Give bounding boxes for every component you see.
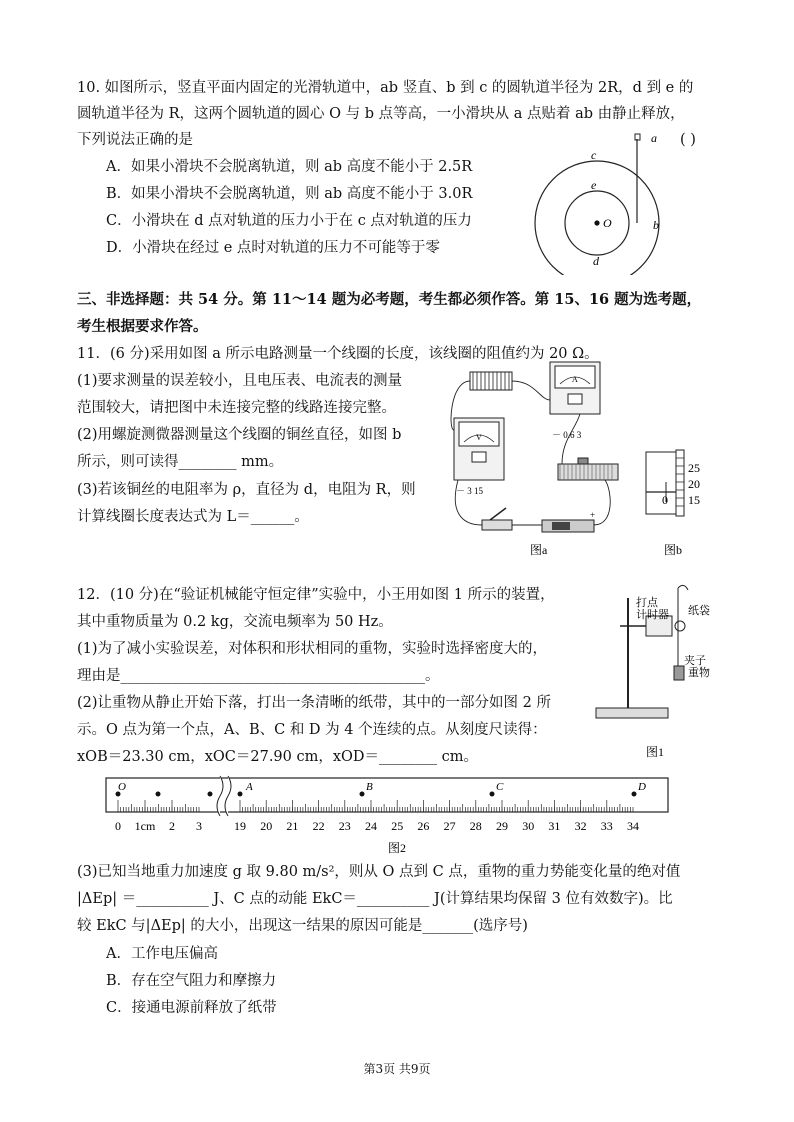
label-timer-bottom: 计时器 <box>636 609 669 621</box>
q10-track-diagram <box>525 125 675 275</box>
q11-part2-line1: (2)用螺旋测微器测量这个线圈的铜丝直径，如图 b <box>77 427 402 443</box>
q12-option-a: A．工作电压偏高 <box>106 946 218 962</box>
svg-text:+: + <box>590 510 596 520</box>
ruler-label: 28 <box>469 819 482 833</box>
q11-part1-line2: 范围较大，请把图中未连接完整的线路连接完整。 <box>77 400 396 416</box>
ruler-label: 34 <box>627 819 639 833</box>
page-footer: 第3页 共9页 <box>363 1062 431 1076</box>
q12-part3-line2: |ΔEp| ＝__________ J、C 点的动能 EkC＝__________ J(计算结果均保留 3 位有效数字)。比 <box>77 891 673 907</box>
q12-option-c: C．接通电源前释放了纸带 <box>106 1000 277 1016</box>
label-paper-tape: 纸袋 <box>688 605 710 617</box>
point-b <box>360 792 365 797</box>
ruler-label: 29 <box>496 819 508 833</box>
label-timer-top: 打点 <box>636 597 658 609</box>
dot-1 <box>156 792 161 797</box>
ruler-label: 27 <box>443 819 456 833</box>
q12-part3-line1: (3)已知当地重力加速度 g 取 9.80 m/s²，则从 O 点到 C 点，重物的重力势能变化量的绝对值 <box>77 864 681 880</box>
q10-option-b: B．如果小滑块不会脱离轨道，则 ab 高度不能小于 3.0R <box>106 186 473 202</box>
micrometer-tick-15: 15 <box>688 493 700 507</box>
ruler-label: 32 <box>574 819 587 833</box>
label-e: e <box>591 178 597 192</box>
svg-text:V: V <box>476 433 482 442</box>
ruler-label: 3 <box>196 819 202 833</box>
ruler-label: 31 <box>548 819 561 833</box>
label-c: c <box>591 148 597 162</box>
voltmeter-terminal-labels: － 3 15 <box>456 486 484 496</box>
ruler-label: 19 <box>234 819 246 833</box>
micrometer-tick-25: 25 <box>688 461 700 475</box>
label-o: O <box>603 216 612 230</box>
point-c <box>490 792 495 797</box>
q11-part3-line1: (3)若该铜丝的电阻率为 ρ，直径为 d，电阻为 R，则 <box>77 482 416 498</box>
label-weight: 重物 <box>688 667 710 679</box>
q12-tape-ruler-figure-2 <box>100 772 680 856</box>
coil-icon <box>470 372 512 390</box>
tape-label-d: D <box>638 781 646 793</box>
q11-circuit-figure-a <box>440 360 630 560</box>
q12-apparatus-figure-1 <box>590 580 710 760</box>
ruler-label: 33 <box>600 819 613 833</box>
ruler-label: 1cm <box>134 819 156 833</box>
svg-text:A: A <box>572 375 578 384</box>
tape-label-a: A <box>246 781 253 793</box>
ruler-label: 21 <box>286 819 299 833</box>
ruler-label: 23 <box>338 819 351 833</box>
q12-part2-line3: xOB＝23.30 cm，xOC＝27.90 cm，xOD＝________ cm。 <box>77 749 479 765</box>
center-point-o <box>594 220 599 225</box>
battery-icon <box>542 510 595 532</box>
ruler-label: 30 <box>522 819 535 833</box>
ruler-label: 2 <box>169 819 175 833</box>
ruler-label: 20 <box>260 819 273 833</box>
q12-part3-line3: 较 EkC 与|ΔEp| 的大小，出现这一结果的原因可能是_______(选序号) <box>77 918 528 934</box>
weight-icon <box>674 666 684 680</box>
q10-option-a: A．如果小滑块不会脱离轨道，则 ab 高度不能小于 2.5R <box>106 159 473 175</box>
label-a: a <box>651 131 657 145</box>
ruler-label: 0 <box>115 819 121 833</box>
q11-part1-line1: (1)要求测量的误差较小，且电压表、电流表的测量 <box>77 373 403 389</box>
q10-option-c: C．小滑块在 d 点对轨道的压力小于在 c 点对轨道的压力 <box>106 213 472 229</box>
micrometer-tick-20: 20 <box>688 477 700 491</box>
tape-label-c: C <box>496 781 504 793</box>
q12-heading: 12．(10 分)在“验证机械能守恒定律”实验中，小王用如图 1 所示的装置， <box>77 587 555 603</box>
switch-icon <box>482 508 512 530</box>
ruler-label: 25 <box>391 819 404 833</box>
figure-a-caption: 图a <box>530 543 548 557</box>
label-clip: 夹子 <box>684 655 706 667</box>
q11-part2-line2: 所示，则可读得________ mm。 <box>77 454 284 470</box>
voltmeter-icon <box>454 418 504 480</box>
q10-line-1: 10. 如图所示，竖直平面内固定的光滑轨道中，ab 竖直、b 到 c 的圆轨道半径为 2R，d 到 e 的 <box>77 80 694 96</box>
figure-1-caption: 图1 <box>646 745 665 759</box>
label-d: d <box>593 254 599 268</box>
q10-answer-bracket: ( ) <box>680 132 696 148</box>
q10-line-3: 下列说法正确的是 <box>77 132 193 148</box>
tape-label-b: B <box>366 781 373 793</box>
micrometer-zero: 0 <box>662 493 668 507</box>
q10-option-d: D．小滑块在经过 e 点时对轨道的压力不可能等于零 <box>106 240 440 256</box>
point-a <box>238 792 243 797</box>
point-d <box>632 792 637 797</box>
section-3-line-1: 三、非选择题：共 54 分。第 11～14 题为必考题，考生都必须作答。第 15、16 题为选考题， <box>77 291 702 308</box>
dot-2 <box>208 792 213 797</box>
section-3-line-2: 考生根据要求作答。 <box>77 318 208 335</box>
q12-part1-line2: 理由是__________________________________________。 <box>77 668 440 684</box>
q12-part1-line1: (1)为了减小实验误差，对体积和形状相同的重物，实验时选择密度大的， <box>77 641 548 657</box>
ammeter-icon <box>550 362 600 414</box>
ruler-label: 26 <box>417 819 430 833</box>
q10-line-2: 圆轨道半径为 R，这两个圆轨道的圆心 O 与 b 点等高，一小滑块从 a 点贴着 ab 由静止释放， <box>77 106 685 122</box>
rheostat-icon <box>558 458 618 480</box>
ammeter-terminal-labels: － 0.6 3 <box>552 430 582 440</box>
q11-part3-line2: 计算线圈长度表达式为 L＝______。 <box>77 509 309 525</box>
tape-label-o: O <box>118 781 126 793</box>
q12-part2-line2: 示。O 点为第一个点，A、B、C 和 D 为 4 个连续的点。从刻度尺读得： <box>77 722 547 738</box>
q12-part2-line1: (2)让重物从静止开始下落，打出一条清晰的纸带，其中的一部分如图 2 所 <box>77 695 551 711</box>
ruler-label: 24 <box>365 819 377 833</box>
q12-line-2: 其中重物质量为 0.2 kg，交流电频率为 50 Hz。 <box>77 614 393 630</box>
q11-heading: 11．(6 分)采用如图 a 所示电路测量一个线圈的长度，该线圈的阻值约为 20 Ω。 <box>77 346 599 362</box>
ruler-label: 22 <box>312 819 325 833</box>
q11-micrometer-figure-b <box>640 448 720 560</box>
q12-option-b: B．存在空气阻力和摩擦力 <box>106 973 277 989</box>
ruler-labels <box>115 819 639 833</box>
figure-b-caption: 图b <box>664 543 683 557</box>
label-b: b <box>653 218 659 232</box>
figure-2-caption: 图2 <box>388 841 407 855</box>
